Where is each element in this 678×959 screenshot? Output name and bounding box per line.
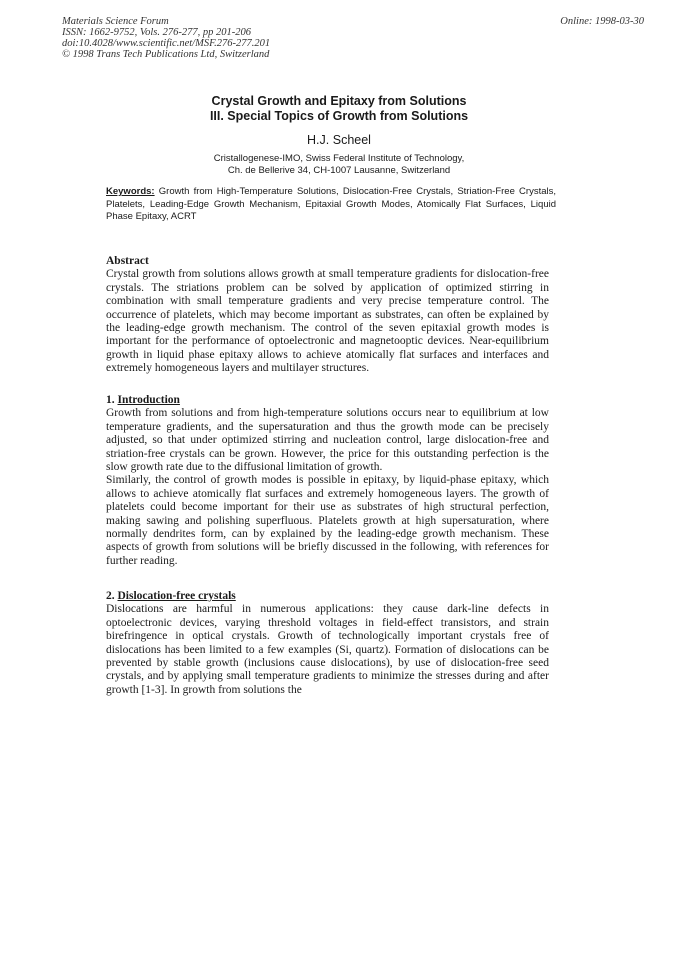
- keywords-text: Growth from High-Temperature Solutions, Dislocation-Free Crystals, Striation-Free Crystals, Platelets, Leading-Edge Growth Mechanism, Epitaxial Growth Modes, Atomically Flat Surfaces, Liquid Phase Epitaxy, ACRT: [106, 186, 557, 222]
- paragraph: Dislocations are harmful in numerous applications: they cause dark-line defects in optoelectronic devices, varying threshold voltages in field-effect transistors, and strain birefringence in optical crystals. Growth of technologically important crystals free of dislocations has been limited to a few examples (Si, quartz). Formation of dislocations can be prevented by stable growth (inclusions cause dislocations), by use of dislocation-free seed crystals, and by applying small temperature gradients to minimize the stresses during and after growth [1-3]. In growth from solutions the: [106, 603, 549, 696]
- issn-line: ISSN: 1662-9752, Vols. 276-277, pp 201-206: [62, 27, 251, 38]
- doi-link[interactable]: doi:10.4028/www.scientific.net/MSF.276-277.201: [62, 38, 271, 49]
- section-number: 2.: [106, 590, 115, 602]
- abstract-section: [106, 255, 549, 376]
- online-date: Online: 1998-03-30: [560, 16, 644, 27]
- copyright-line: © 1998 Trans Tech Publications Ltd, Switzerland: [62, 49, 270, 60]
- paragraph: Similarly, the control of growth modes is possible in epitaxy, by liquid-phase epitaxy, which allows to achieve atomically flat surfaces and extremely homogeneous layers. The growth of platelets could become important for their use as substrates of high structural perfection, making sawing and polishing superfluous. Platelets growth at high supersaturation, where normally dendrites form, can by explained by the leading-edge growth mechanism. These aspects of growth from solutions will be briefly discussed in the following, with references for further reading.: [106, 474, 549, 567]
- journal-name: Materials Science Forum: [62, 16, 169, 27]
- affiliation: [0, 153, 678, 177]
- section-title: Introduction: [117, 394, 180, 406]
- section-heading: [106, 590, 549, 603]
- section-dislocation-free: [106, 590, 549, 697]
- author-name: H.J. Scheel: [307, 133, 371, 147]
- abstract-heading: Abstract: [106, 255, 149, 267]
- publication-metadata: [62, 16, 270, 60]
- keywords-label: Keywords:: [106, 186, 155, 197]
- affiliation-line-2: Ch. de Bellerive 34, CH-1007 Lausanne, Switzerland: [227, 165, 451, 176]
- paragraph: Growth from solutions and from high-temperature solutions occurs near to equilibrium at low temperature gradients, and the supersaturation and thus the growth mode can be precisely adjusted, so that under optimized stirring and nucleation control, large dislocation-free and striation-free crystals can be grown. However, the price for this outstanding perfection is the slow growth rate due to the diffusional limitation of growth.: [106, 407, 549, 474]
- keywords-block: [106, 186, 556, 224]
- section-heading: [106, 394, 549, 407]
- affiliation-line-1: Cristallogenese-IMO, Swiss Federal Institute of Technology,: [213, 153, 465, 164]
- title-line-2: III. Special Topics of Growth from Solutions: [209, 109, 469, 123]
- title-line-1: Crystal Growth and Epitaxy from Solutions: [211, 94, 467, 108]
- abstract-text: Crystal growth from solutions allows growth at small temperature gradients for dislocation-free crystals. The striations problem can be solved by application of optimized stirring in combination with small temperature gradients and very precise temperature control. The occurrence of platelets, which may become important as substrates, can often be explained by the leading-edge growth mechanism. The control of the seven epitaxial growth modes is important for the performance of optoelectronic and magnetooptic devices. Near-equilibrium growth in liquid phase epitaxy allows to achieve atomically flat surfaces and interfaces and extremely homogeneous layers and multilayer structures.: [106, 268, 549, 375]
- section-introduction: [106, 394, 549, 568]
- section-number: 1.: [106, 394, 115, 406]
- section-title: Dislocation-free crystals: [117, 590, 236, 602]
- paper-title: [0, 94, 678, 124]
